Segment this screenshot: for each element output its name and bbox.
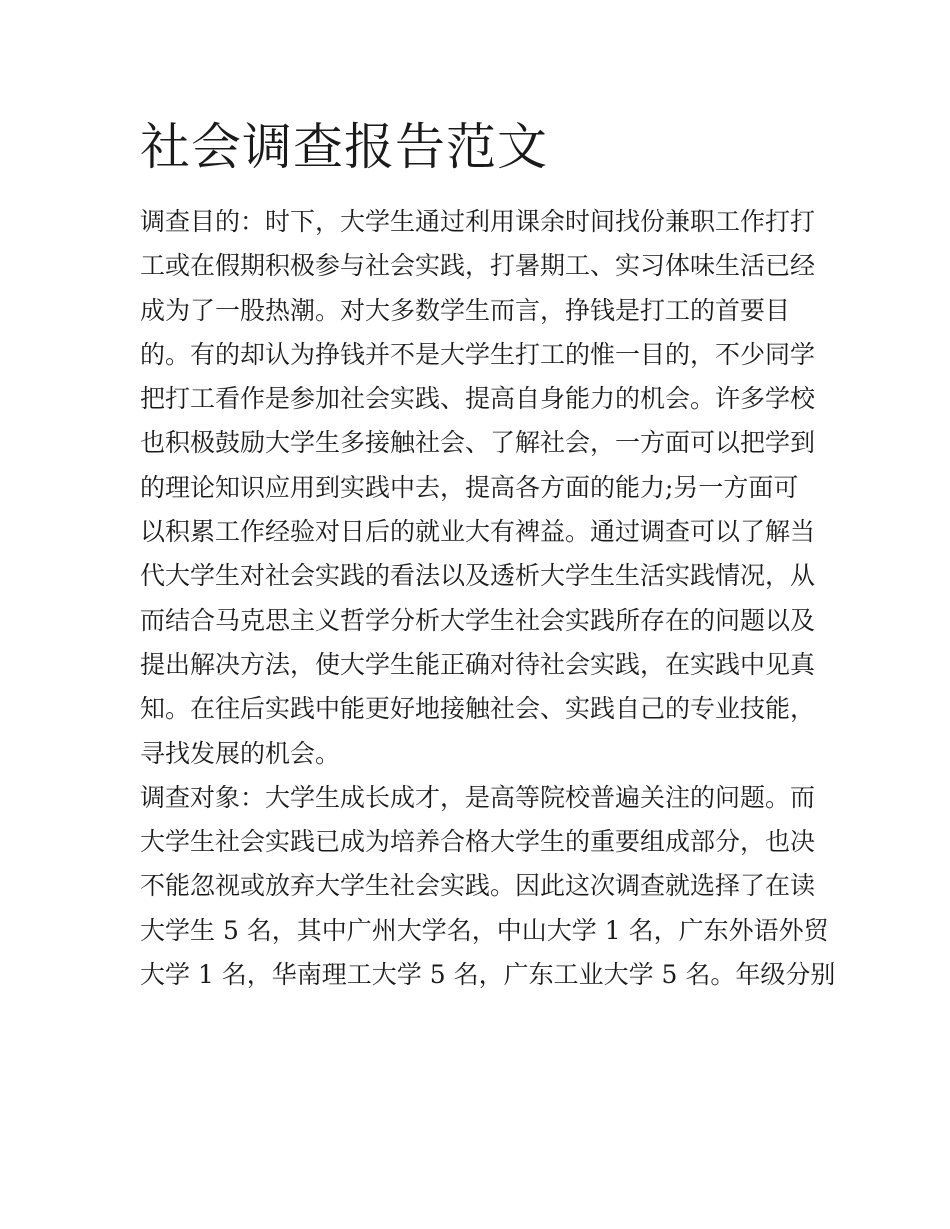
body-line: 工或在假期积极参与社会实践，打暑期工、实习体味生活已经 — [140, 251, 816, 281]
body-line: 而结合马克思主义哲学分析大学生社会实践所存在的问题以及 — [140, 605, 816, 635]
body-line: 知。在往后实践中能更好地接触社会、实践自己的专业技能， — [140, 694, 816, 724]
body-line: 大学 1 名，华南理工大学 5 名，广东工业大学 5 名。年级分别 — [140, 960, 836, 990]
body-line: 以积累工作经验对日后的就业大有裨益。通过调查可以了解当 — [140, 517, 816, 547]
body-line: 提出解决方法，使大学生能正确对待社会实践，在实践中见真 — [140, 649, 816, 679]
body-line: 代大学生对社会实践的看法以及透析大学生生活实践情况，从 — [140, 561, 816, 591]
body-line: 把打工看作是参加社会实践、提高自身能力的机会。许多学校 — [140, 384, 816, 414]
body-line: 大学生 5 名，其中广州大学名，中山大学 1 名，广东外语外贸 — [140, 915, 829, 945]
body-line: 不能忽视或放弃大学生社会实践。因此这次调查就选择了在读 — [140, 871, 816, 901]
body-line: 调查对象：大学生成长成才，是高等院校普遍关注的问题。而 — [140, 782, 816, 812]
document-body — [140, 200, 836, 997]
body-line: 大学生社会实践已成为培养合格大学生的重要组成部分，也决 — [140, 827, 816, 857]
body-line: 成为了一股热潮。对大多数学生而言，挣钱是打工的首要目 — [140, 295, 791, 325]
document-title: 社会调查报告范文 — [140, 118, 548, 176]
body-line: 的理论知识应用到实践中去，提高各方面的能力;另一方面可 — [140, 472, 799, 502]
body-line: 也积极鼓励大学生多接触社会、了解社会，一方面可以把学到 — [140, 428, 816, 458]
body-line: 寻找发展的机会。 — [140, 738, 341, 768]
body-line: 的。有的却认为挣钱并不是大学生打工的惟一目的，不少同学 — [140, 339, 816, 369]
body-line: 调查目的：时下，大学生通过利用课余时间找份兼职工作打打 — [140, 207, 816, 236]
